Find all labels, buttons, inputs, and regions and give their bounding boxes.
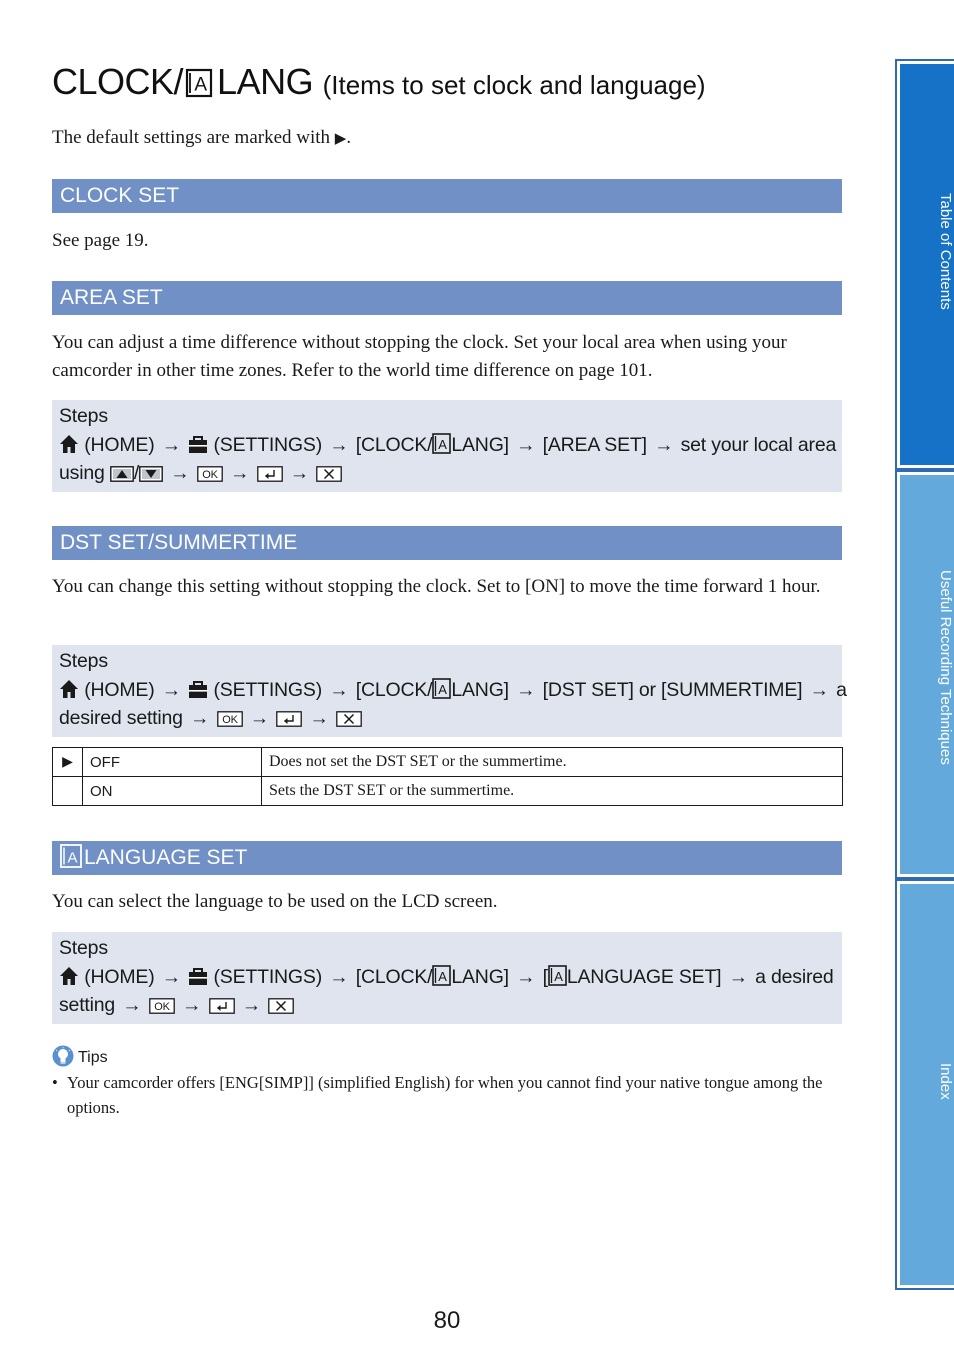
steps-settings-text: (SETTINGS) xyxy=(213,433,322,456)
ok-button-icon xyxy=(149,998,175,1014)
steps-line xyxy=(59,676,847,705)
steps-tail2-text: desired setting xyxy=(59,707,183,729)
arrow-icon: → xyxy=(309,707,329,729)
arrow-icon: → xyxy=(329,678,349,701)
svg-text:A: A xyxy=(438,436,448,452)
language-icon xyxy=(60,844,82,868)
intro-text-end: . xyxy=(346,127,352,148)
tip-text: Your camcorder offers [ENG[SIMP]] (simplified English) for when you cannot find your native tongue among the options. xyxy=(67,1073,823,1117)
steps-box-dst-set xyxy=(52,645,847,737)
svg-text:A: A xyxy=(67,849,78,867)
option-name: OFF xyxy=(83,748,262,777)
section-header-language-set xyxy=(52,841,842,875)
arrow-icon: → xyxy=(516,433,536,456)
arrow-icon: → xyxy=(241,994,262,1016)
toolbox-icon xyxy=(188,679,208,699)
arrow-icon: → xyxy=(654,433,674,456)
option-description: Sets the DST SET or the summertime. xyxy=(262,777,843,806)
svg-text:A: A xyxy=(194,74,207,96)
svg-text:A: A xyxy=(554,968,563,984)
steps-using-text: using xyxy=(59,462,105,484)
dst-options-table xyxy=(52,747,843,806)
steps-clock-text: [CLOCK/ xyxy=(355,678,433,701)
steps-line xyxy=(59,431,835,460)
section-header-language-set-text: LANGUAGE SET xyxy=(84,846,248,869)
language-icon xyxy=(185,68,213,98)
steps-home-text: (HOME) xyxy=(84,433,155,456)
lightbulb-icon xyxy=(52,1045,74,1067)
return-button-icon xyxy=(276,711,302,727)
steps-lang-text: LANG] xyxy=(451,433,509,456)
arrow-icon: → xyxy=(161,433,182,456)
arrow-icon: → xyxy=(170,462,190,484)
arrow-icon: → xyxy=(182,994,202,1016)
arrow-icon: → xyxy=(190,707,210,729)
intro-text xyxy=(52,124,842,153)
language-icon xyxy=(548,965,567,986)
side-tab-label: Index xyxy=(937,1063,954,1100)
steps-item-text: [AREA SET] xyxy=(542,433,647,456)
ok-button-icon xyxy=(197,466,223,482)
steps-line xyxy=(59,991,835,1020)
home-icon xyxy=(59,434,79,454)
arrow-icon: → xyxy=(809,678,829,701)
steps-settings-text: (SETTINGS) xyxy=(213,678,322,701)
title-main-prefix: CLOCK/ xyxy=(52,61,184,102)
arrow-icon: → xyxy=(161,965,182,988)
close-button-icon xyxy=(316,466,342,482)
arrow-icon: → xyxy=(516,965,536,988)
arrow-icon: → xyxy=(329,965,349,988)
language-set-body: You can select the language to be used on the LCD screen. xyxy=(52,891,498,912)
arrow-icon: → xyxy=(289,462,310,484)
steps-line xyxy=(59,459,835,488)
dst-set-body: You can change this setting without stopping the clock. Set to [ON] to move the time forward 1 hour. xyxy=(52,576,821,597)
return-button-icon xyxy=(209,998,235,1014)
svg-text:A: A xyxy=(438,681,448,697)
home-icon xyxy=(59,966,79,986)
steps-label: Steps xyxy=(59,650,108,672)
language-icon xyxy=(432,678,451,699)
default-marker-icon: ▶ xyxy=(53,748,83,777)
arrow-icon: → xyxy=(516,678,536,701)
steps-clock-text: [CLOCK/ xyxy=(355,965,433,988)
area-set-body: You can adjust a time difference without stopping the clock. Set your local area when using your camcorder in other time zones. Refer to the world time difference on page 101. xyxy=(52,332,787,381)
tips-heading xyxy=(52,1045,108,1071)
page-number: 80 xyxy=(433,1307,461,1334)
arrow-icon: → xyxy=(249,707,270,729)
page-title xyxy=(52,58,706,109)
steps-box-language-set xyxy=(52,932,842,1024)
option-description: Does not set the DST SET or the summertime. xyxy=(262,748,843,777)
steps-tail2-text: setting xyxy=(59,994,116,1016)
ok-button-icon xyxy=(217,711,243,727)
steps-line xyxy=(59,963,835,992)
svg-text:A: A xyxy=(438,968,448,984)
return-button-icon xyxy=(257,466,283,482)
steps-lang-text: LANG] xyxy=(451,678,509,701)
side-tab-label: Useful Recording Techniques xyxy=(937,570,954,765)
section-header-clock-set: CLOCK SET xyxy=(52,179,842,213)
default-marker-icon: ▶ xyxy=(334,131,347,147)
steps-tail-text: a xyxy=(836,678,847,701)
bullet-icon: • xyxy=(52,1073,58,1092)
side-tab-label: Table of Contents xyxy=(937,193,954,310)
arrow-icon: → xyxy=(728,965,748,988)
side-tab-index[interactable] xyxy=(895,879,954,1290)
steps-tail-text: a desired xyxy=(755,965,834,988)
close-button-icon xyxy=(336,711,362,727)
svg-text:OK: OK xyxy=(221,714,238,726)
steps-lang-text: LANG] xyxy=(451,965,509,988)
svg-text:OK: OK xyxy=(202,469,218,481)
steps-home-text: (HOME) xyxy=(84,678,155,701)
clock-set-body: See page 19. xyxy=(52,230,149,251)
steps-box-area-set xyxy=(52,400,842,492)
arrow-icon: → xyxy=(161,678,182,701)
svg-text:OK: OK xyxy=(154,1001,170,1013)
intro-text-body: The default settings are marked with xyxy=(52,127,335,148)
steps-item-text: LANGUAGE SET] xyxy=(566,965,722,988)
down-button-icon xyxy=(139,466,163,482)
section-header-area-set: AREA SET xyxy=(52,281,842,315)
title-subtitle: (Items to set clock and language) xyxy=(322,70,706,100)
steps-line xyxy=(59,704,835,733)
close-button-icon xyxy=(268,998,294,1014)
toolbox-icon xyxy=(188,434,208,454)
steps-slash-text: / xyxy=(133,462,140,484)
steps-item-open-text: [ xyxy=(542,965,548,988)
steps-clock-text: [CLOCK/ xyxy=(355,433,433,456)
language-icon xyxy=(432,433,451,454)
tips-heading-text: Tips xyxy=(78,1049,108,1066)
steps-settings-text: (SETTINGS) xyxy=(213,965,322,988)
arrow-icon: → xyxy=(230,462,250,484)
steps-item-text: [DST SET] or [SUMMERTIME] xyxy=(542,678,803,701)
table-row xyxy=(53,748,843,777)
toolbox-icon xyxy=(188,966,208,986)
tip-item xyxy=(52,1070,832,1120)
up-button-icon xyxy=(110,466,134,482)
option-name: ON xyxy=(83,777,262,806)
section-header-dst-set: DST SET/SUMMERTIME xyxy=(52,526,842,560)
arrow-icon: → xyxy=(122,994,142,1016)
steps-label: Steps xyxy=(59,937,108,959)
home-icon xyxy=(59,679,79,699)
side-tab-useful-recording-techniques[interactable] xyxy=(895,470,954,879)
language-icon xyxy=(432,965,451,986)
steps-home-text: (HOME) xyxy=(84,965,155,988)
default-marker-cell xyxy=(53,777,83,806)
title-main-suffix: LANG xyxy=(217,61,314,102)
steps-tail-text: set your local area xyxy=(680,433,837,456)
table-row xyxy=(53,777,843,806)
side-tab-table-of-contents[interactable] xyxy=(895,59,954,470)
arrow-icon: → xyxy=(329,433,349,456)
steps-label: Steps xyxy=(59,405,108,427)
